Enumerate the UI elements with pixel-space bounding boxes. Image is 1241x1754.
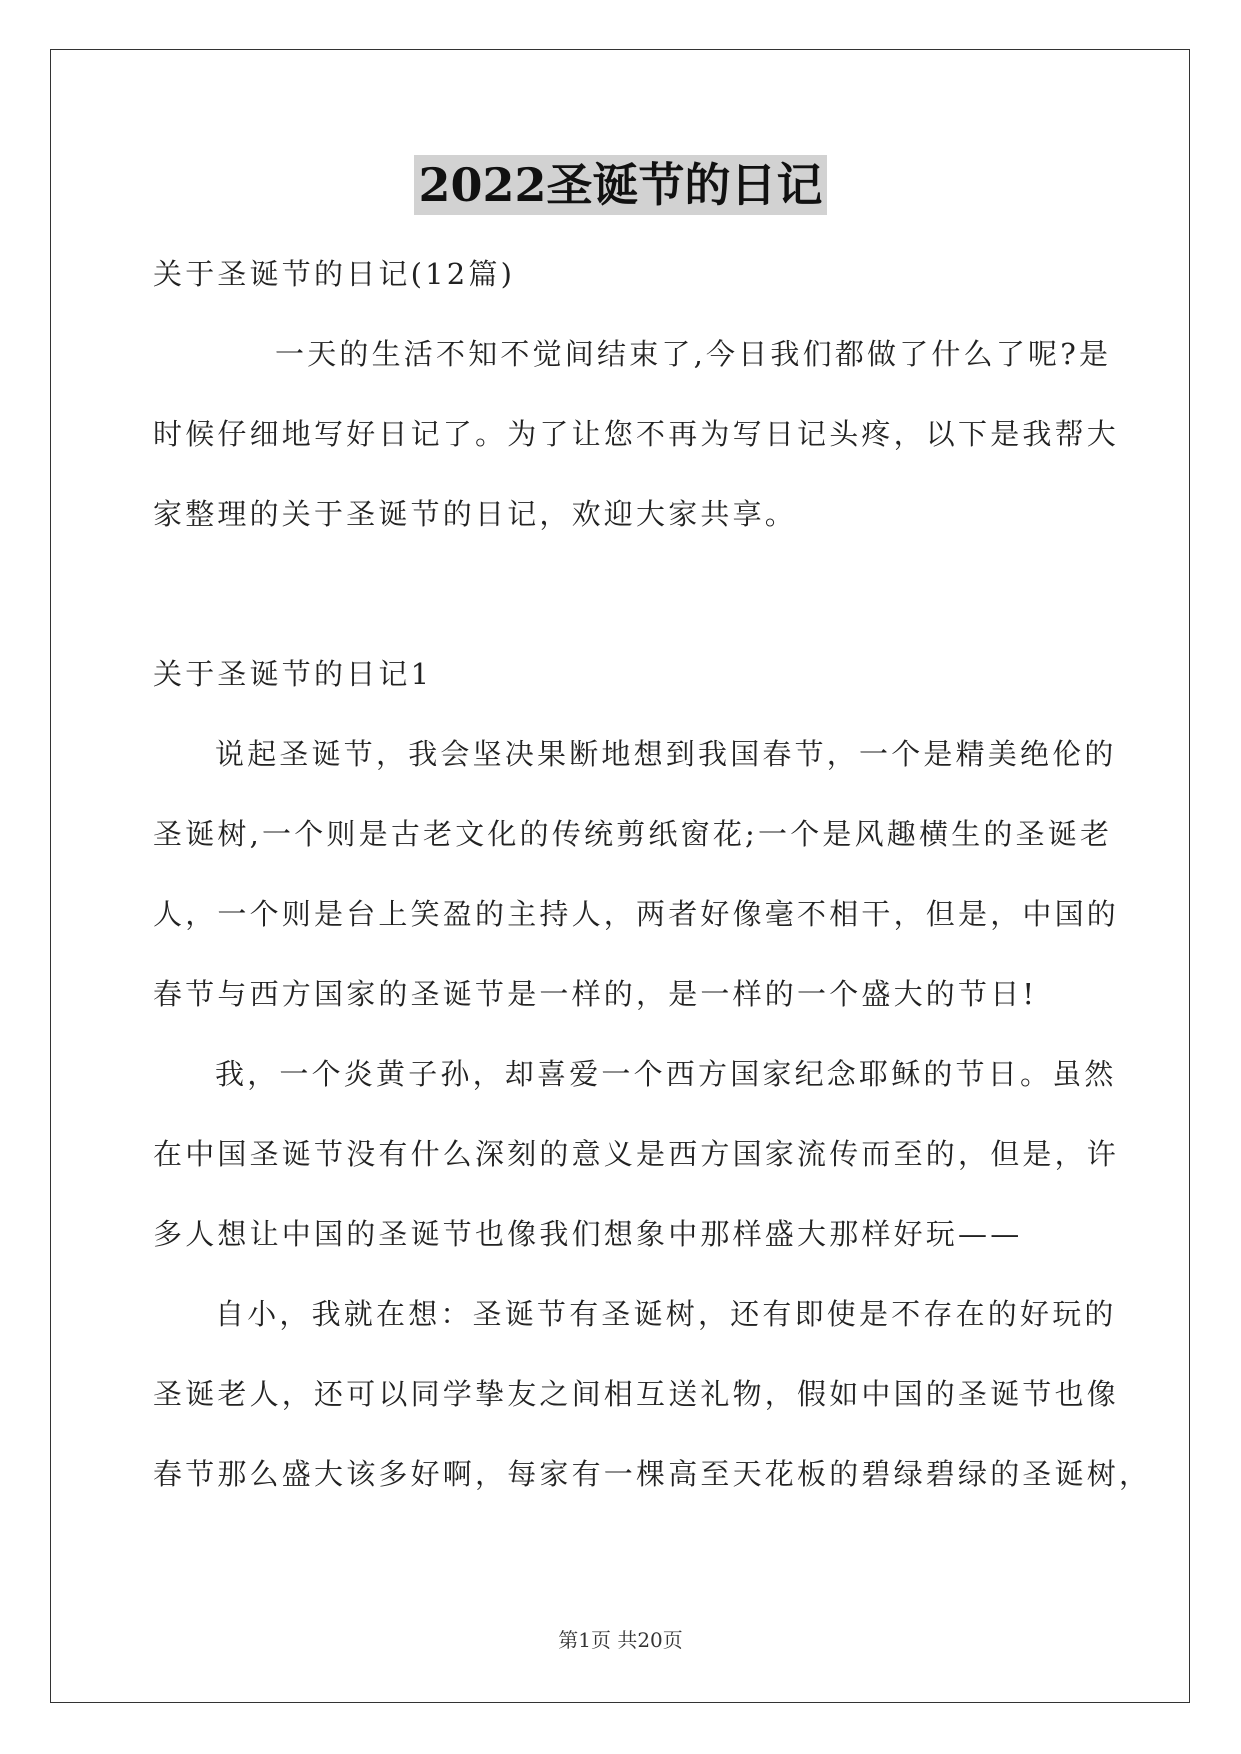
title-wrap <box>0 155 1241 215</box>
paragraph-line: 在中国圣诞节没有什么深刻的意义是西方国家流传而至的，但是，许 <box>153 1137 1120 1171</box>
intro-line: 一天的生活不知不觉间结束了,今日我们都做了什么了呢?是 <box>275 337 1112 371</box>
paragraph-line: 人，一个则是台上笑盈的主持人，两者好像毫不相干，但是，中国的 <box>153 897 1120 931</box>
paragraph-line: 说起圣诞节，我会坚决果断地想到我国春节，一个是精美绝伦的 <box>215 737 1117 771</box>
document-subtitle: 关于圣诞节的日记(12篇) <box>153 257 516 291</box>
document-body <box>153 234 1152 1514</box>
paragraph-line: 圣诞树,一个则是古老文化的传统剪纸窗花;一个是风趣横生的圣诞老 <box>153 817 1113 851</box>
paragraph-line: 春节与西方国家的圣诞节是一样的，是一样的一个盛大的节日! <box>153 977 1038 1011</box>
paragraph-line: 我，一个炎黄子孙，却喜爱一个西方国家纪念耶稣的节日。虽然 <box>215 1057 1117 1091</box>
paragraph-line: 春节那么盛大该多好啊，每家有一棵高至天花板的碧绿碧绿的圣诞树， <box>153 1457 1152 1491</box>
intro-line: 时候仔细地写好日记了。为了让您不再为写日记头疼，以下是我帮大 <box>153 417 1120 451</box>
paragraph-line: 圣诞老人，还可以同学挚友之间相互送礼物，假如中国的圣诞节也像 <box>153 1377 1120 1411</box>
section-heading: 关于圣诞节的日记1 <box>153 657 433 691</box>
document-title: 2022圣诞节的日记 <box>414 155 826 215</box>
intro-line: 家整理的关于圣诞节的日记，欢迎大家共享。 <box>153 497 798 531</box>
paragraph-line: 多人想让中国的圣诞节也像我们想象中那样盛大那样好玩—— <box>153 1217 1023 1251</box>
paragraph-line: 自小，我就在想：圣诞节有圣诞树，还有即使是不存在的好玩的 <box>215 1297 1117 1331</box>
blank-line <box>153 554 1087 634</box>
page-footer: 第1页 共20页 <box>558 1628 683 1652</box>
